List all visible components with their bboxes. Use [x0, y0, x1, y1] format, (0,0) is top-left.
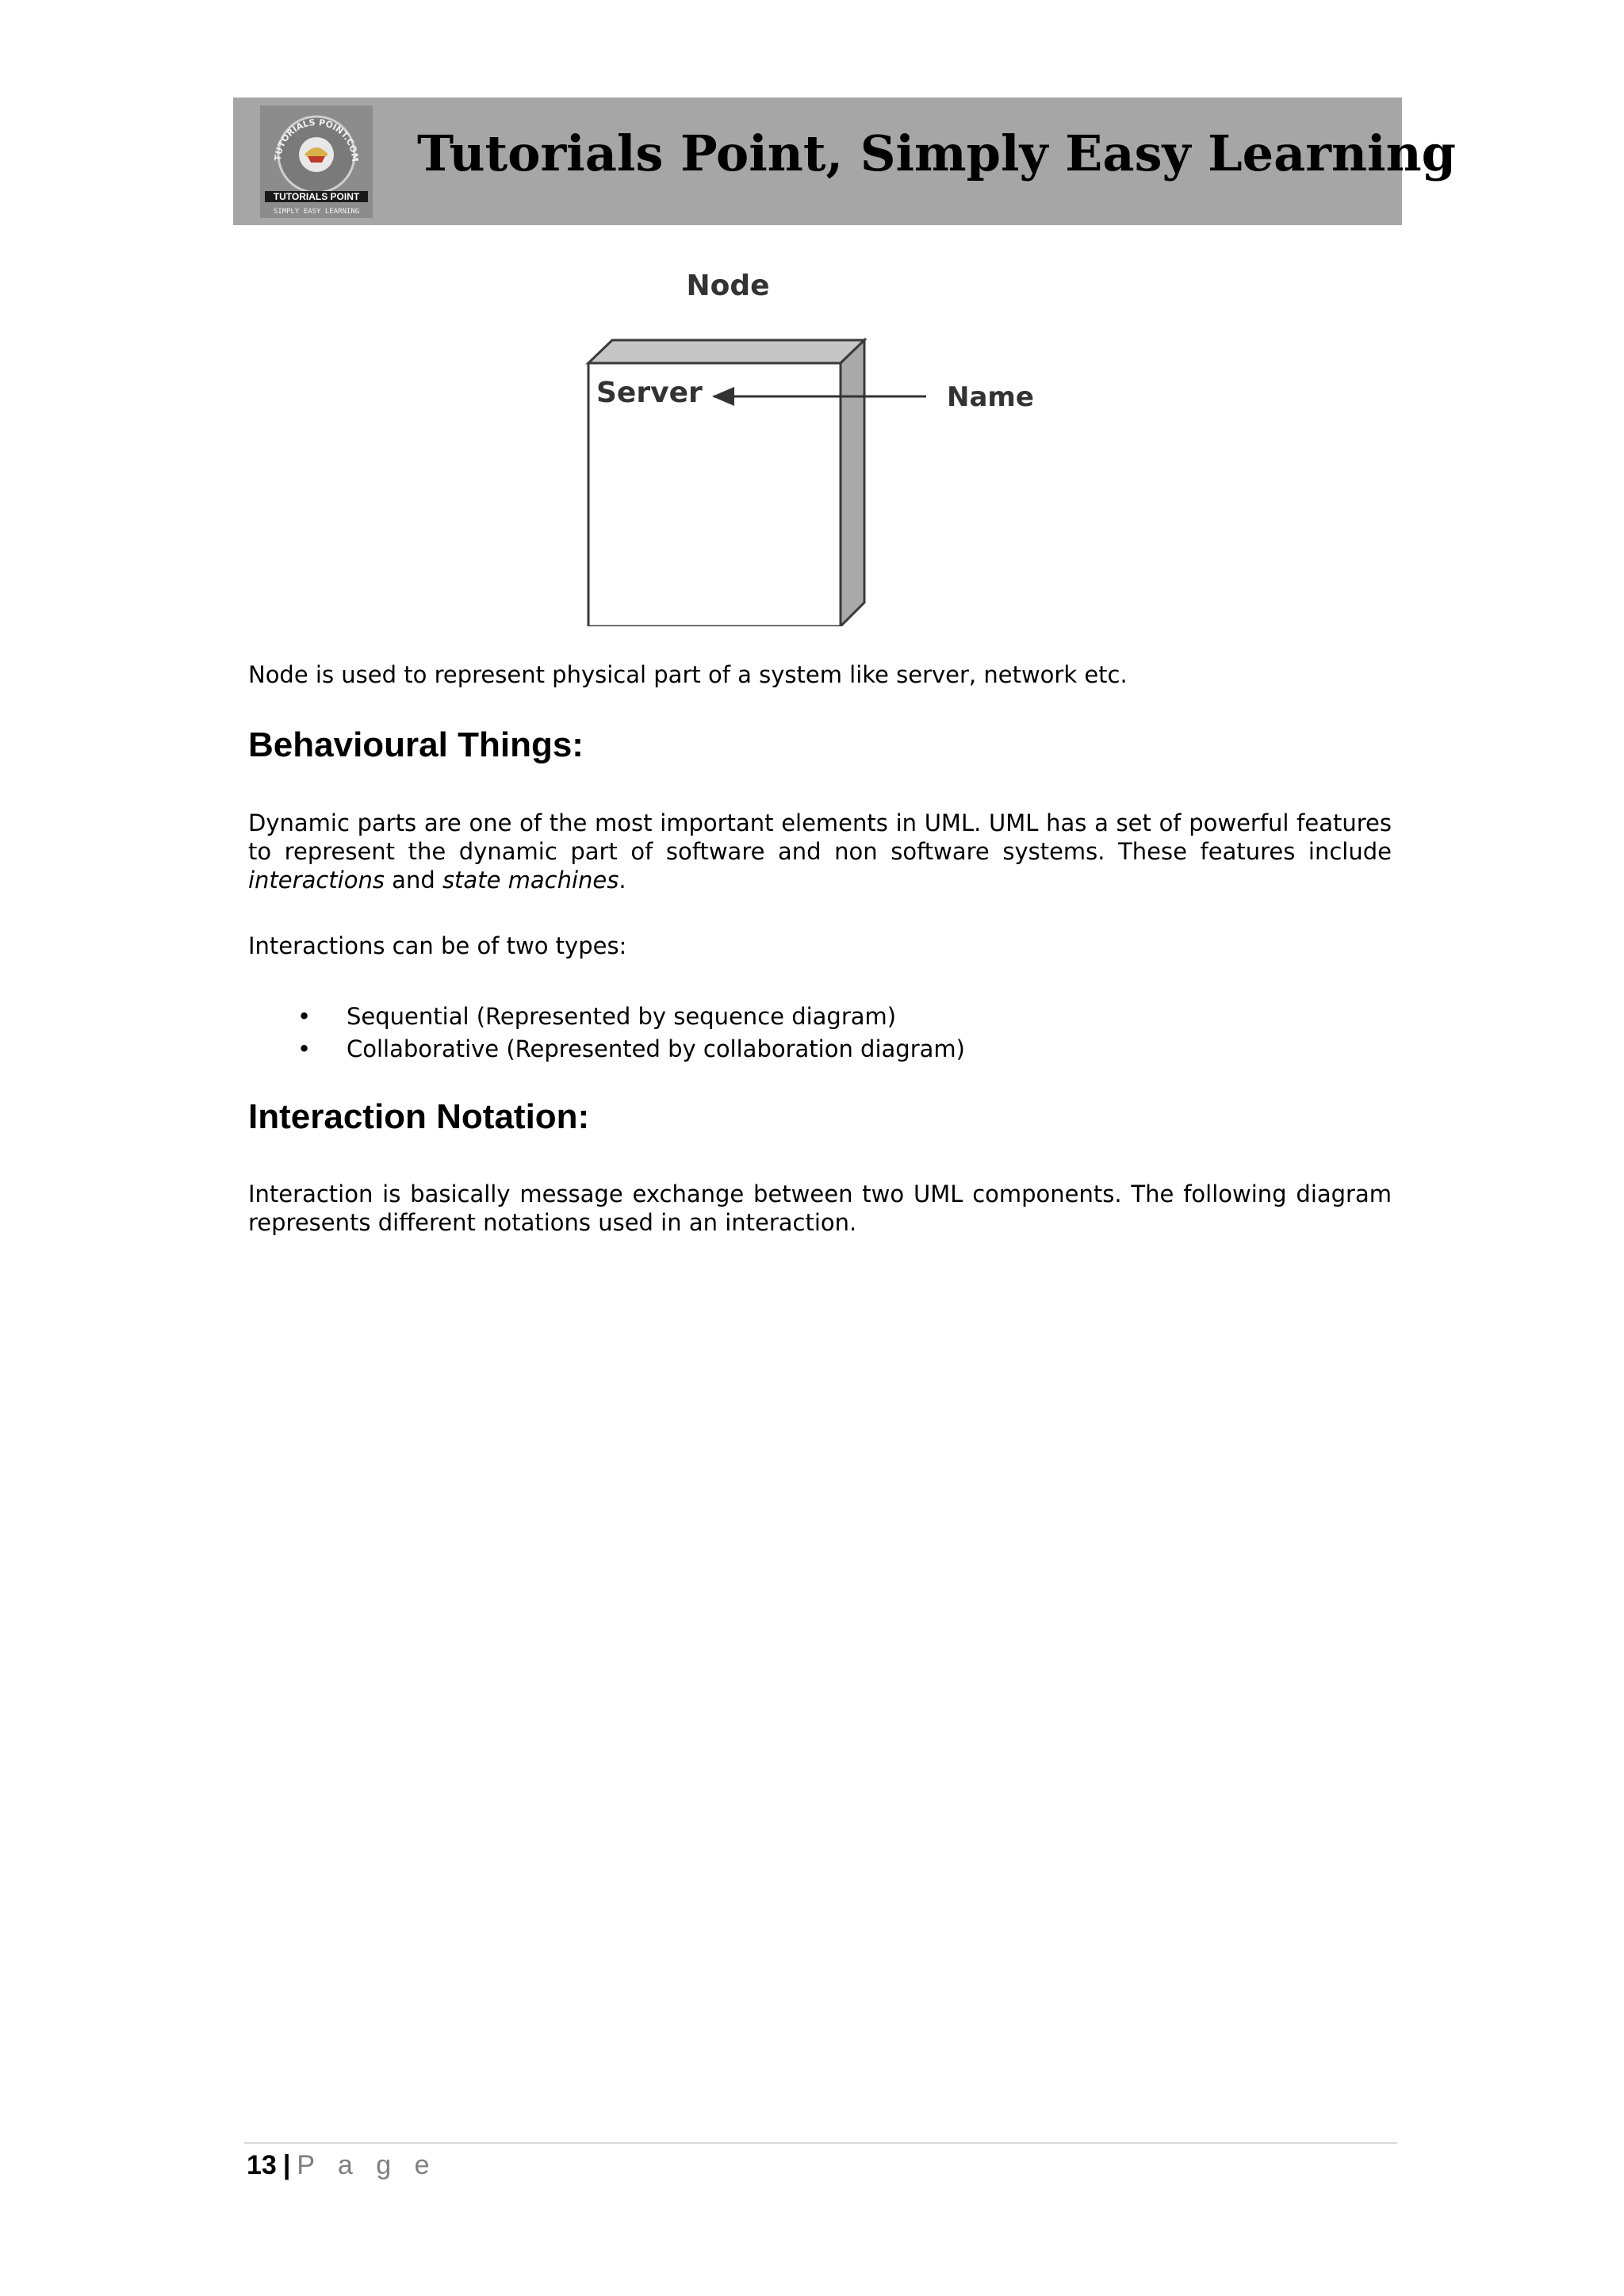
node-description: Node is used to represent physical part of a system like server, network etc. [248, 661, 1128, 688]
list-item-text: Sequential (Represented by sequence diagram) [347, 1003, 897, 1030]
term-interactions: interactions [248, 867, 385, 894]
node-side-face [841, 340, 864, 626]
pointer-label: Name [947, 381, 1034, 413]
header-title: Tutorials Point, Simply Easy Learning [417, 124, 1457, 182]
period-text: . [619, 867, 626, 894]
bullet-icon: • [297, 1003, 312, 1030]
node-top-face [588, 340, 864, 363]
diagram-title: Node [686, 270, 770, 302]
bullet-icon: • [297, 1035, 312, 1062]
interaction-types-intro: Interactions can be of two types: [248, 932, 627, 959]
svg-text:TUTORIALS POINT: TUTORIALS POINT [273, 191, 360, 202]
tutorials-point-logo [260, 105, 373, 218]
list-item-text: Collaborative (Represented by collaboration diagram) [347, 1035, 965, 1062]
page-header [233, 98, 1457, 225]
node-label: Server [596, 377, 703, 409]
term-state-machines: state machines [442, 867, 619, 894]
behavioural-paragraph [248, 809, 1392, 894]
page-word: P a g e [297, 2150, 438, 2180]
footer-separator: | [282, 2150, 291, 2180]
list-item [248, 1001, 965, 1033]
page-number: 13 [247, 2150, 277, 2180]
interaction-paragraph: Interaction is basically message exchange between two UML components. The following diagram represents different notations used in an interaction. [248, 1181, 1392, 1236]
node-diagram [555, 262, 1071, 626]
svg-text:TUTORIALS POINT.COM: TUTORIALS POINT.COM [272, 117, 361, 163]
svg-text:SIMPLY EASY LEARNING: SIMPLY EASY LEARNING [273, 208, 360, 216]
page-footer [247, 2150, 437, 2181]
conjunction-text: and [384, 867, 442, 894]
interaction-types-list [248, 1001, 965, 1066]
behavioural-text: Dynamic parts are one of the most important elements in UML. UML has a set of powerful features to represent the dynamic part of software and non software systems. These features include [248, 809, 1392, 865]
footer-divider [244, 2142, 1397, 2144]
interaction-notation-heading: Interaction Notation: [248, 1097, 590, 1136]
list-item [248, 1033, 965, 1066]
behavioural-things-heading: Behavioural Things: [248, 725, 584, 764]
